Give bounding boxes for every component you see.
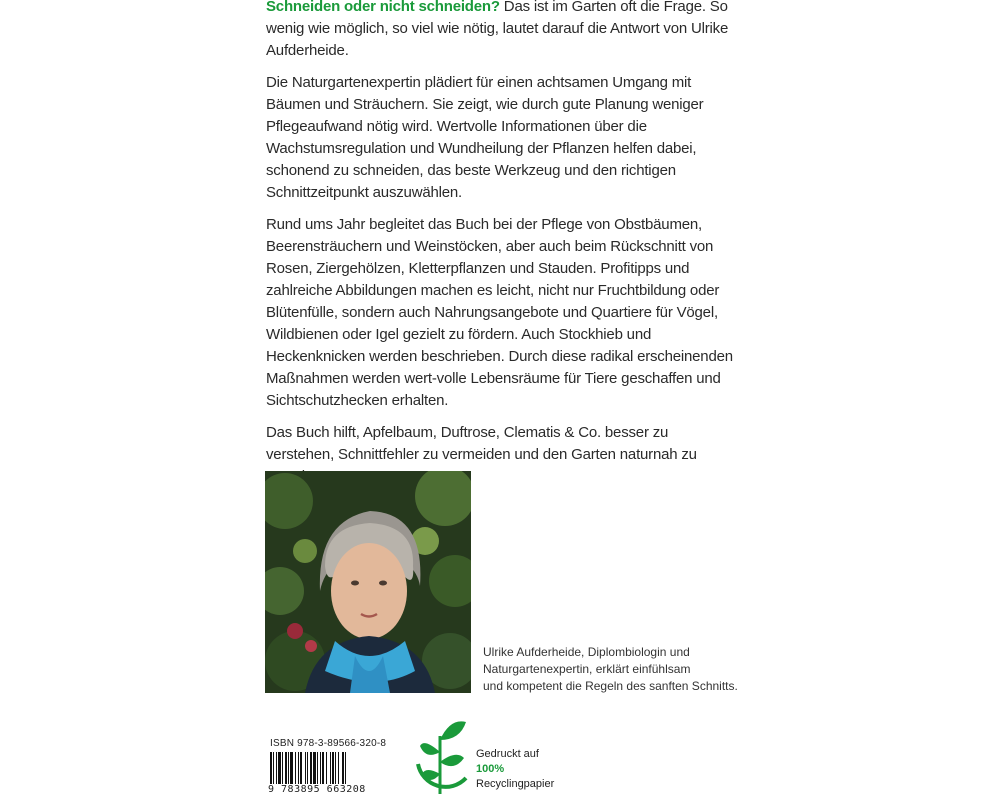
barcode-digits: 9 783895 663208 [268, 784, 366, 795]
blurb-paragraph-1: Die Naturgartenexpertin plädiert für einen achtsamen Umgang mit Bäumen und Sträuchern. Sie zeigt, wie durch gute Planung weniger Pflegeaufwand nötig wird. Wertvolle Informationen über die Wachstumsregulation und Wundheilung der Pflanzen helfen dabei, schonend zu schneiden, das beste Werkzeug und den richtigen Schnittzeitpunkt auszuwählen. [266, 74, 704, 201]
isbn-label: ISBN 978-3-89566-320-8 [270, 738, 387, 749]
blurb-paragraph-3: Das Buch hilft, Apfelbaum, Duftrose, Clematis & Co. besser zu verstehen, Schnittfehler zu vermeiden und den Garten naturnah zu [266, 424, 697, 463]
recycling-rest: Recyclingpapier [476, 778, 555, 790]
blurb [266, 0, 736, 498]
caption-line: und kompetent die Regeln des sanften Schnitts. [483, 679, 738, 693]
lead-paragraph [266, 0, 736, 62]
recycling-note [476, 747, 554, 792]
plant-leaf-icon [410, 716, 474, 798]
blurb-paragraph-2: Rund ums Jahr begleitet das Buch bei der Pflege von Obstbäumen, Beerensträuchern und Weinstöcken, aber auch beim Rückschnitt von Rosen, Ziergehölzen, Kletterpflanzen und Stauden. Profitipps und zahlreiche Abbildungen machen es leicht, nicht nur Fruchtbildung oder Blütenfülle, sondern auch Nahrungsangebote und Quartiere für Vögel, Wildbienen oder Igel gezielt zu fördern. Auch Stockhieb und Heckenknicken werden beschrieben. Durch diese radikal erscheinenden Maßnahmen werden wert-volle Lebensräume für Tiere geschaffen und Sichtschutzhecken erhalten. [266, 216, 733, 409]
barcode [270, 752, 380, 784]
lead-highlight: Schneiden oder nicht schneiden? [266, 0, 500, 15]
recycling-percent: 100% [476, 763, 505, 775]
author-photo [265, 471, 471, 693]
photo-caption [483, 644, 763, 695]
recycling-line1: Gedruckt auf [476, 748, 539, 760]
lead-rest: Das ist im Garten oft die Frage. So wenig wie möglich, so viel wie nötig, lautet darauf die Antwort von Ulrike Aufderheide. [266, 0, 729, 59]
caption-line: Naturgartenexpertin, erklärt einfühlsam [483, 662, 691, 676]
recycling-line2 [476, 762, 554, 792]
caption-line: Ulrike Aufderheide, Diplombiologin und [483, 645, 690, 659]
